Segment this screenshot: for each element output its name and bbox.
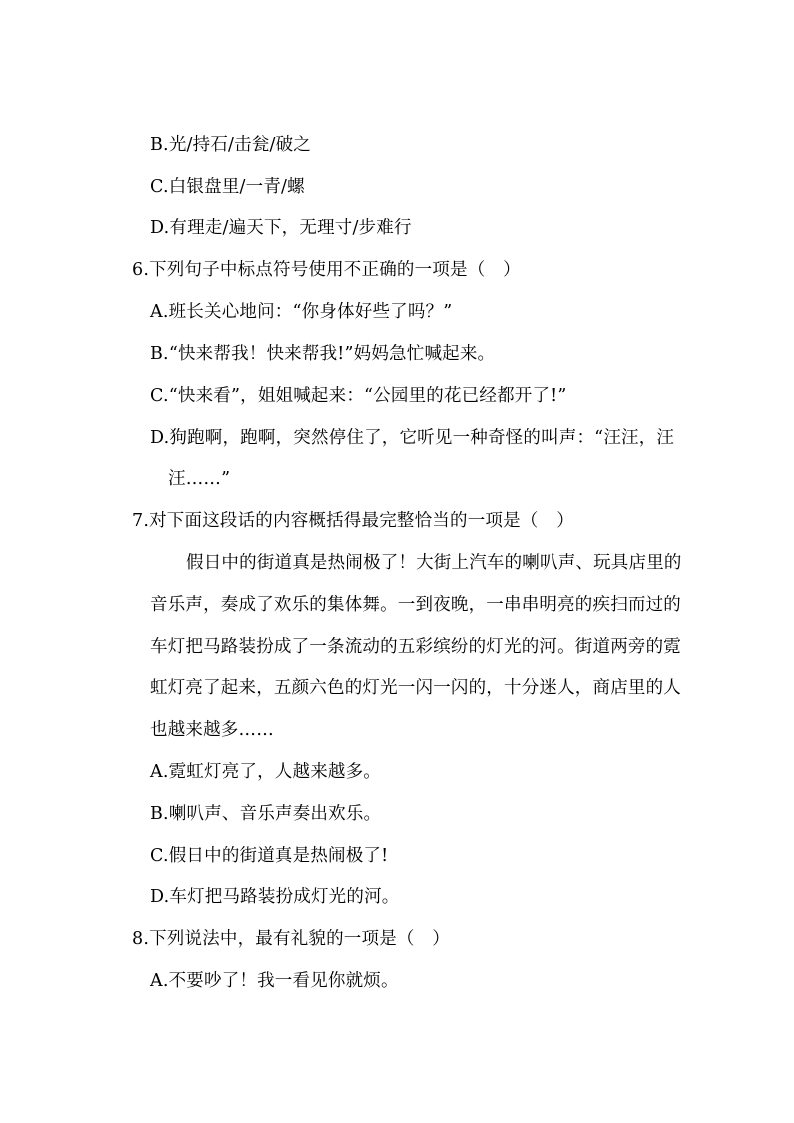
q5-option-c: C.白银盘里/一青/螺 (150, 177, 305, 197)
q6-option-a: A.班长关心地问：“你身体好些了吗？” (150, 302, 453, 322)
q7-passage-line-3: 车灯把马路装扮成了一条流动的五彩缤纷的灯光的河。街道两旁的霓 (150, 637, 681, 657)
q5-option-d: D.有理走/遍天下，无理寸/步难行 (150, 218, 412, 238)
q8-stem: 8.下列说法中，最有礼貌的一项是（ ） (132, 929, 450, 949)
q7-passage-line-5: 也越来越多…… (150, 720, 274, 740)
q7-option-b: B.喇叭声、音乐声奏出欢乐。 (150, 804, 382, 824)
q7-passage-line-2: 音乐声，奏成了欢乐的集体舞。一到夜晚，一串串明亮的疾扫而过的 (150, 595, 681, 615)
q6-option-b: B.“快来帮我！快来帮我!”妈妈急忙喊起来。 (150, 344, 496, 364)
q6-option-d: D.狗跑啊，跑啊，突然停住了，它听见一种奇怪的叫声：“汪汪，汪 (150, 428, 675, 448)
q7-stem: 7.对下面这段话的内容概括得最完整恰当的一项是（ ） (132, 511, 574, 531)
q7-option-c: C.假日中的街道真是热闹极了! (150, 846, 389, 866)
q6-stem: 6.下列句子中标点符号使用不正确的一项是（ ） (132, 260, 521, 280)
q5-option-b: B.光/持石/击瓮/破之 (150, 135, 312, 155)
q7-passage-line-4: 虹灯亮了起来，五颜六色的灯光一闪一闪的，十分迷人，商店里的人 (150, 678, 681, 698)
q6-option-d-continued: 汪……” (168, 469, 231, 489)
q7-passage-line-1: 假日中的街道真是热闹极了！大街上汽车的喇叭声、玩具店里的 (186, 553, 682, 573)
q6-option-c: C.“快来看”，姐姐喊起来：“公园里的花已经都开了!” (150, 386, 567, 406)
q8-option-a: A.不要吵了！我一看见你就烦。 (150, 971, 399, 991)
q7-option-d: D.车灯把马路装扮成灯光的河。 (150, 887, 400, 907)
q7-option-a: A.霓虹灯亮了，人越来越多。 (150, 762, 381, 782)
